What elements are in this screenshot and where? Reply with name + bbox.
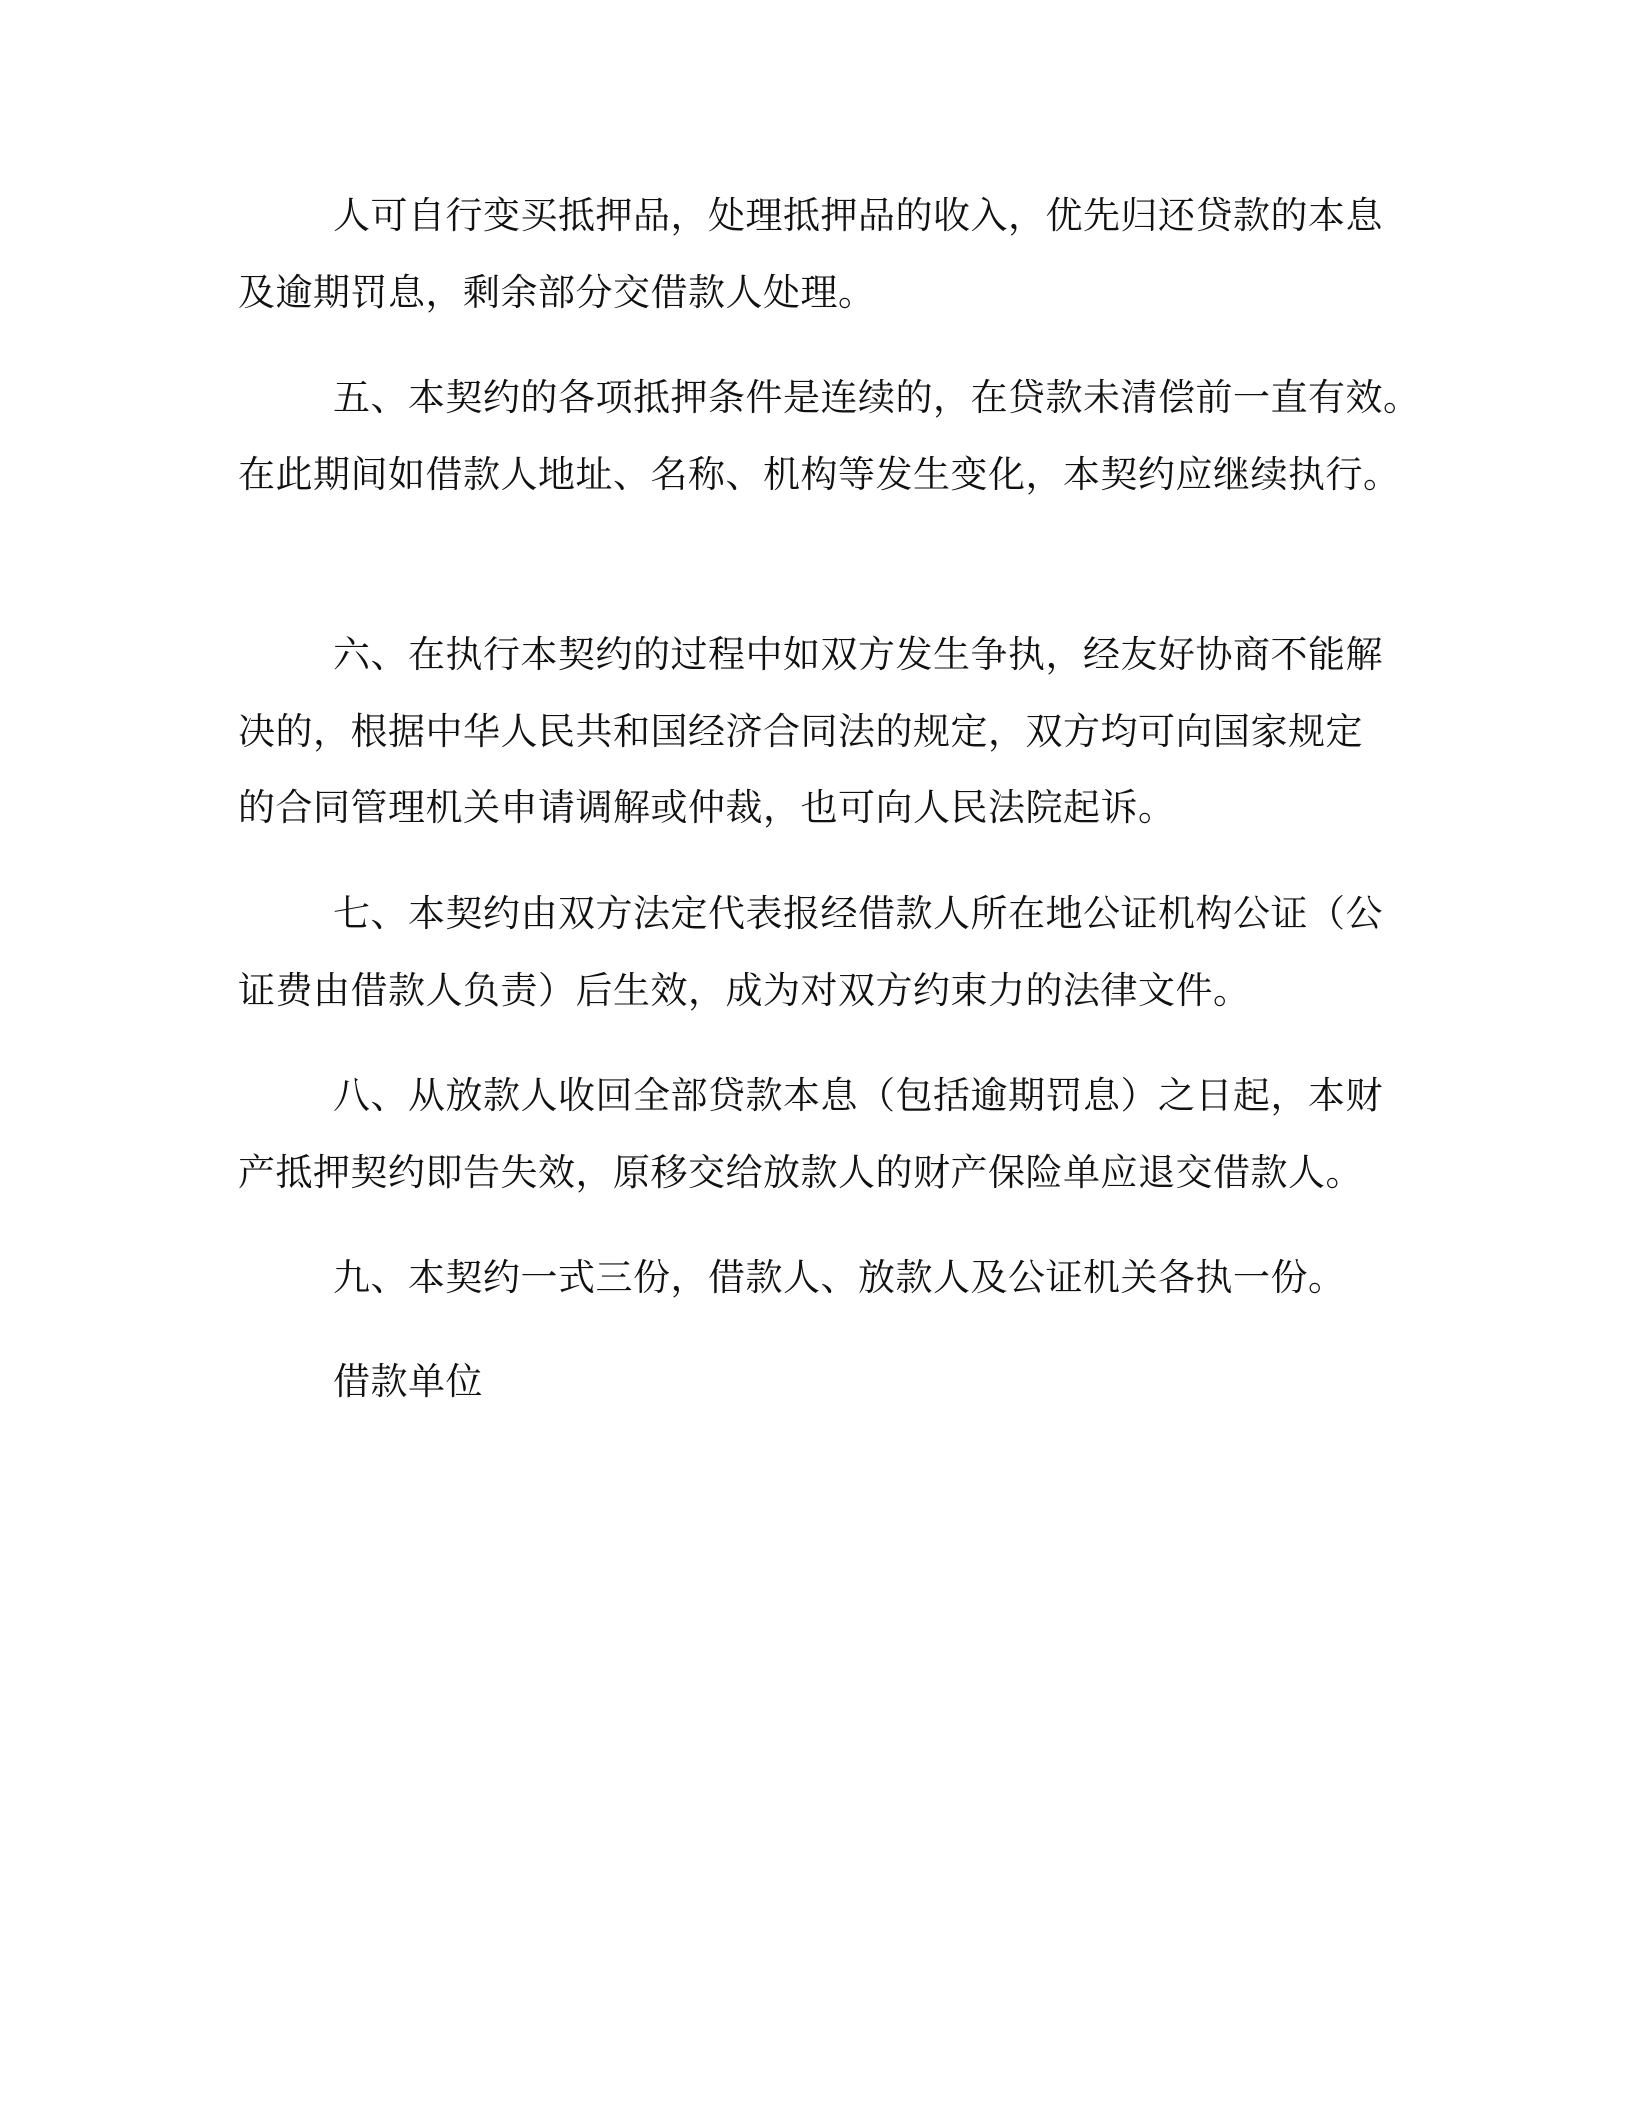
clause-6-line-3: 的合同管理机关申请调解或仲裁，也可向人民法院起诉。: [238, 786, 1176, 829]
clause-5-line-1: 五、本契约的各项抵押条件是连续的，在贷款未清偿前一直有效。: [333, 376, 1421, 419]
clause-5-line-2: 在此期间如借款人地址、名称、机构等发生变化，本契约应继续执行。: [238, 453, 1401, 496]
text-line-2: 及逾期罚息，剩余部分交借款人处理。: [238, 271, 876, 314]
clause-6-line-1: 六、在执行本契约的过程中如双方发生争执，经友好协商不能解: [333, 633, 1383, 676]
borrower-label: 借款单位: [333, 1360, 483, 1403]
clause-8-line-2: 产抵押契约即告失效，原移交给放款人的财产保险单应退交借款人。: [238, 1151, 1363, 1194]
clause-7-line-1: 七、本契约由双方法定代表报经借款人所在地公证机构公证（公: [333, 892, 1383, 935]
text-line-1: 人可自行变买抵押品，处理抵押品的收入，优先归还贷款的本息: [333, 194, 1383, 237]
clause-9-line-1: 九、本契约一式三份，借款人、放款人及公证机关各执一份。: [333, 1256, 1346, 1299]
clause-7-line-2: 证费由借款人负责）后生效，成为对双方约束力的法律文件。: [238, 969, 1251, 1012]
clause-8-line-1: 八、从放款人收回全部贷款本息（包括逾期罚息）之日起，本财: [333, 1074, 1383, 1117]
clause-6-line-2: 决的，根据中华人民共和国经济合同法的规定，双方均可向国家规定: [238, 710, 1363, 753]
